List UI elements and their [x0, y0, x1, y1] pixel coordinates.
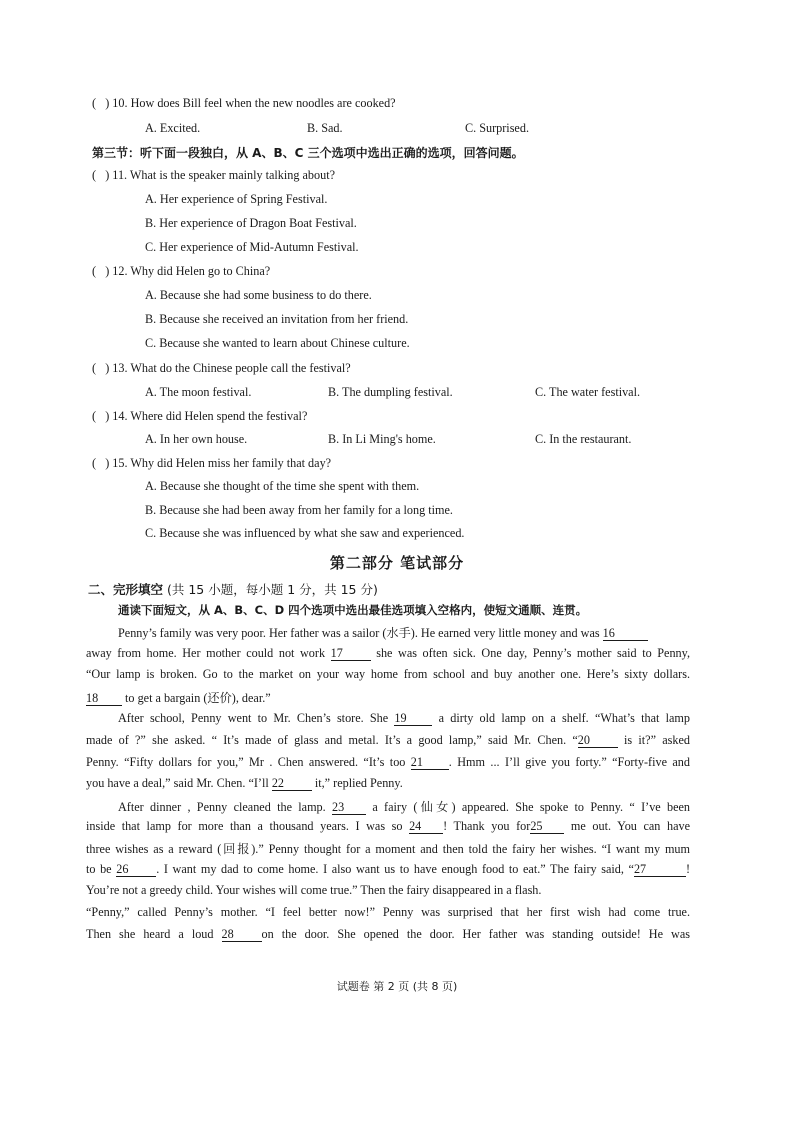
blank-26: 26 [116, 863, 156, 877]
cloze-line [118, 624, 690, 641]
part-2-title: 第二部分 笔试部分 [329, 554, 465, 572]
cloze-text: me out. You can have [564, 819, 690, 833]
blank-22: 22 [272, 777, 312, 791]
cloze-text: made of ?” she asked. “ It’s made of glass and metal. It’s a good lamp,” said Mr. Chen. “ [86, 733, 578, 747]
cloze-text: a fairy (仙女) appeared. She spoke to Penny. “ I’ve been [366, 800, 691, 814]
cloze-line [86, 927, 690, 942]
cloze-heading-rest: (共 15 小题，每小题 1 分，共 15 分) [163, 582, 378, 597]
q15-option-b: B. Because she had been away from her family for a long time. [145, 503, 453, 517]
q10-option-a: A. Excited. [145, 121, 201, 135]
cloze-line [118, 798, 690, 815]
cloze-line [86, 689, 690, 706]
blank-19: 19 [394, 712, 432, 726]
q14-option-b: B. In Li Ming's home. [328, 432, 436, 446]
cloze-text: After dinner , Penny cleaned the lamp. [118, 800, 333, 814]
question-12: ( ) 12. Why did Helen go to China? [92, 264, 271, 278]
cloze-text: on the door. She opened the door. Her father was standing outside! He was [261, 927, 690, 941]
q11-option-c: C. Her experience of Mid-Autumn Festival. [145, 240, 359, 254]
cloze-line [86, 840, 690, 857]
q15-option-c: C. Because she was influenced by what she saw and experienced. [145, 526, 465, 540]
blank-24: 24 [409, 820, 443, 834]
cloze-line [86, 733, 690, 748]
cloze-text: “Our lamp is broken. Go to the market on your way home from school and buy another one. Here’s sixty dollars. [86, 667, 690, 681]
question-11: ( ) 11. What is the speaker mainly talking about? [92, 168, 336, 182]
blank-25: 25 [530, 820, 564, 834]
q12-option-c: C. Because she wanted to learn about Chinese culture. [145, 336, 410, 350]
question-13: ( ) 13. What do the Chinese people call the festival? [92, 361, 351, 375]
cloze-text: Penny’s family was very poor. Her father was a sailor (水手). He earned very little money and was [118, 626, 603, 640]
cloze-line [118, 711, 690, 726]
cloze-text: . I want my dad to come home. I also want us to have enough food to eat.” The fairy said, “ [156, 862, 634, 876]
cloze-line [86, 862, 690, 877]
cloze-line [86, 755, 690, 770]
cloze-text: Penny. “Fifty dollars for you,” Mr . Chen answered. “It’s too [86, 755, 411, 769]
q15-option-a: A. Because she thought of the time she spent with them. [145, 479, 420, 493]
blank-17: 17 [331, 647, 371, 661]
q13-option-c: C. The water festival. [535, 385, 641, 399]
cloze-text: three wishes as a reward (回报).” Penny thought for a moment and then told the fairy her wishes. “I want my mum [86, 842, 690, 856]
q12-option-a: A. Because she had some business to do there. [145, 288, 372, 302]
blank-18: 18 [86, 692, 122, 706]
blank-20: 20 [578, 734, 618, 748]
question-14: ( ) 14. Where did Helen spend the festival? [92, 409, 308, 423]
cloze-text: After school, Penny went to Mr. Chen’s store. She [118, 711, 395, 725]
cloze-text: you have a deal,” said Mr. Chen. “I’ll [86, 776, 272, 790]
cloze-text: it,” replied Penny. [311, 776, 403, 790]
q11-option-b: B. Her experience of Dragon Boat Festival. [145, 216, 357, 230]
q10-option-b: B. Sad. [307, 121, 343, 135]
question-15: ( ) 15. Why did Helen miss her family that day? [92, 456, 332, 470]
cloze-text: away from home. Her mother could not work [86, 646, 331, 660]
cloze-text: to get a bargain (还价), dear.” [122, 691, 271, 705]
blank-21: 21 [411, 756, 449, 770]
cloze-heading [88, 580, 378, 598]
cloze-text: Then she heard a loud [86, 927, 222, 941]
cloze-text: to be [86, 862, 117, 876]
cloze-line [86, 819, 690, 834]
cloze-instruction: 通读下面短文，从 A、B、C、D 四个选项中选出最佳选项填入空格内，使短文通顺、连贯。 [118, 603, 588, 617]
cloze-text: “Penny,” called Penny’s mother. “I feel better now!” Penny was surprised that her first wish had come true. [86, 905, 690, 919]
q14-option-c: C. In the restaurant. [535, 432, 632, 446]
q12-option-b: B. Because she received an invitation from her friend. [145, 312, 409, 326]
cloze-line [86, 667, 690, 682]
section-3-heading: 第三节：听下面一段独白，从 A、B、C 三个选项中选出正确的选项，回答问题。 [92, 146, 524, 160]
cloze-line [86, 776, 690, 791]
blank-23: 23 [332, 801, 366, 815]
cloze-text: ! [685, 862, 690, 876]
blank-16: 16 [603, 627, 648, 641]
blank-27: 27 [634, 863, 686, 877]
q11-option-a: A. Her experience of Spring Festival. [145, 192, 328, 206]
cloze-text: a dirty old lamp on a shelf. “What’s that lamp [432, 711, 690, 725]
q14-option-a: A. In her own house. [145, 432, 248, 446]
cloze-line [86, 905, 690, 920]
cloze-text: she was often sick. One day, Penny’s mother said to Penny, [370, 646, 690, 660]
q13-option-b: B. The dumpling festival. [328, 385, 453, 399]
cloze-text: is it?” asked [617, 733, 690, 747]
blank-28: 28 [222, 928, 262, 942]
cloze-heading-bold: 二、完形填空 [88, 582, 164, 597]
cloze-text: You’re not a greedy child. Your wishes will come true.” Then the fairy disappeared in a flash. [86, 883, 542, 897]
cloze-line [86, 883, 690, 898]
cloze-text: ! Thank you for [443, 819, 531, 833]
q13-option-a: A. The moon festival. [145, 385, 252, 399]
page-footer: 试题卷 第 2 页 (共 8 页) [336, 980, 458, 993]
cloze-text: inside that lamp for more than a thousand years. I was so [86, 819, 410, 833]
q10-option-c: C. Surprised. [465, 121, 529, 135]
cloze-text: . Hmm ... I’ll give you forty.” “Forty-five and [448, 755, 690, 769]
question-10: ( ) 10. How does Bill feel when the new noodles are cooked? [92, 96, 396, 110]
cloze-line [86, 646, 690, 661]
